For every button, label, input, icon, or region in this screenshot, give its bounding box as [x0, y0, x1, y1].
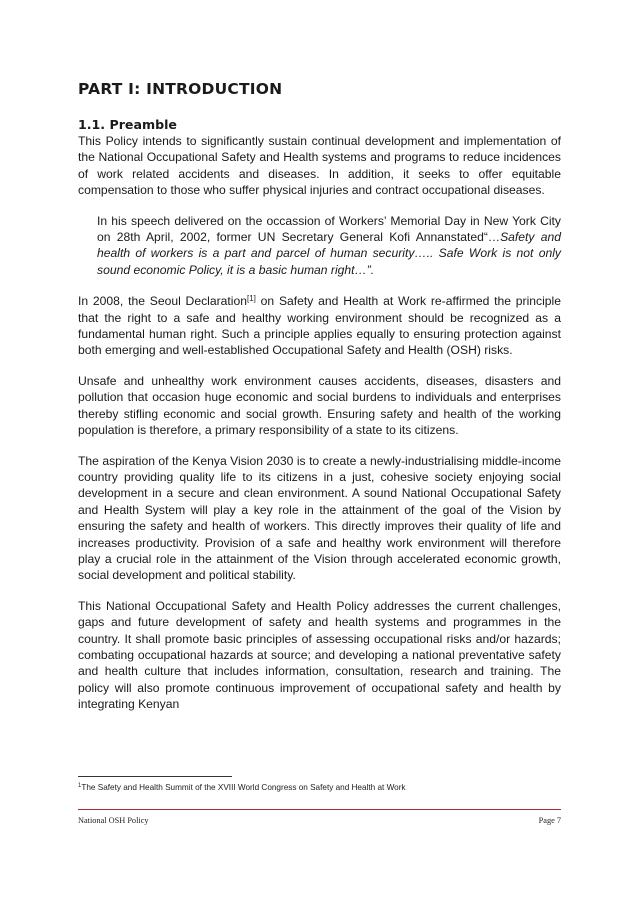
paragraph-policy-scope: This National Occupational Safety and Health Policy addresses the current challenges, gaps and future development of safety and health systems and programmes in the country. It shall promote basic principles of assessing occupational risks and/or hazards; combating occupational hazards at source; and developing a national preventative safety and health culture that includes information, consultation, research and training. The policy will also promote continuous improvement of occupational safety and health by integrating Kenyan [78, 598, 561, 712]
part-title: PART I: INTRODUCTION [78, 80, 283, 98]
footer-divider [78, 809, 561, 810]
seoul-text-before: In 2008, the Seoul Declaration [78, 294, 247, 309]
paragraph-vision-2030: The aspiration of the Kenya Vision 2030 is to create a newly-industrialising middle-income country providing quality life to its citizens in a just, cohesive society enjoying social development in a secure and clean environment. A sound National Occupational Safety and Health System will play a key role in the attainment of the goal of the Vision by ensuring the safety and health of workers. This directly improves their quality of life and increases productivity. Provision of a safe and healthy work environment will therefore play a crucial role in the attainment of the Vision through accelerated economic growth, social development and political stability. [78, 453, 561, 583]
document-body [78, 80, 561, 713]
quote-italic: Safety and health of workers is a part and parcel of human security….. Safe Work is not only sound economic Policy, it is a basic human right…”. [97, 230, 561, 277]
quote-lead: In his speech delivered on the occassion of Workers’ Memorial Day in New York City on 28th April, 2002, former UN Secretary General Kofi Annanstated“… [97, 213, 561, 245]
seoul-text-after: on Safety and Health at Work re-affirmed the principle that the right to a safe and healthy working environment should be recognized as a fundamental human right. Such a principle applies equally to ensuring protection against both emerging and well-established Occupational Safety and Health (OSH) risks. [78, 294, 561, 358]
paragraph-policy-intent: This Policy intends to significantly sustain continual development and implementation of the National Occupational Safety and Health systems and programs to reduce incidences of work related accidents and diseases. In addition, it seeks to offer equitable compensation to those who suffer physical injuries and contract occupational diseases. [78, 134, 561, 198]
footnote-marker: 1 [78, 783, 82, 789]
footnote-reference[interactable]: [1] [246, 294, 256, 304]
paragraph-seoul-declaration [78, 293, 561, 359]
footnote-text: The Safety and Health Summit of the XVIII World Congress on Safety and Health at Work [81, 783, 406, 792]
footer-page-number: Page 7 [538, 816, 561, 825]
quote-kofi-annan [97, 213, 561, 279]
footnote-divider [78, 776, 232, 777]
footnote [78, 782, 406, 794]
footer-document-title: National OSH Policy [78, 816, 149, 825]
section-title: 1.1. Preamble [78, 117, 177, 132]
paragraph-unsafe-environment: Unsafe and unhealthy work environment causes accidents, diseases, disasters and pollution that occasion huge economic and social burdens to individuals and enterprises thereby stifling economic and social growth. Ensuring safety and health of the working population is therefore, a primary responsibility of a state to its citizens. [78, 373, 561, 438]
